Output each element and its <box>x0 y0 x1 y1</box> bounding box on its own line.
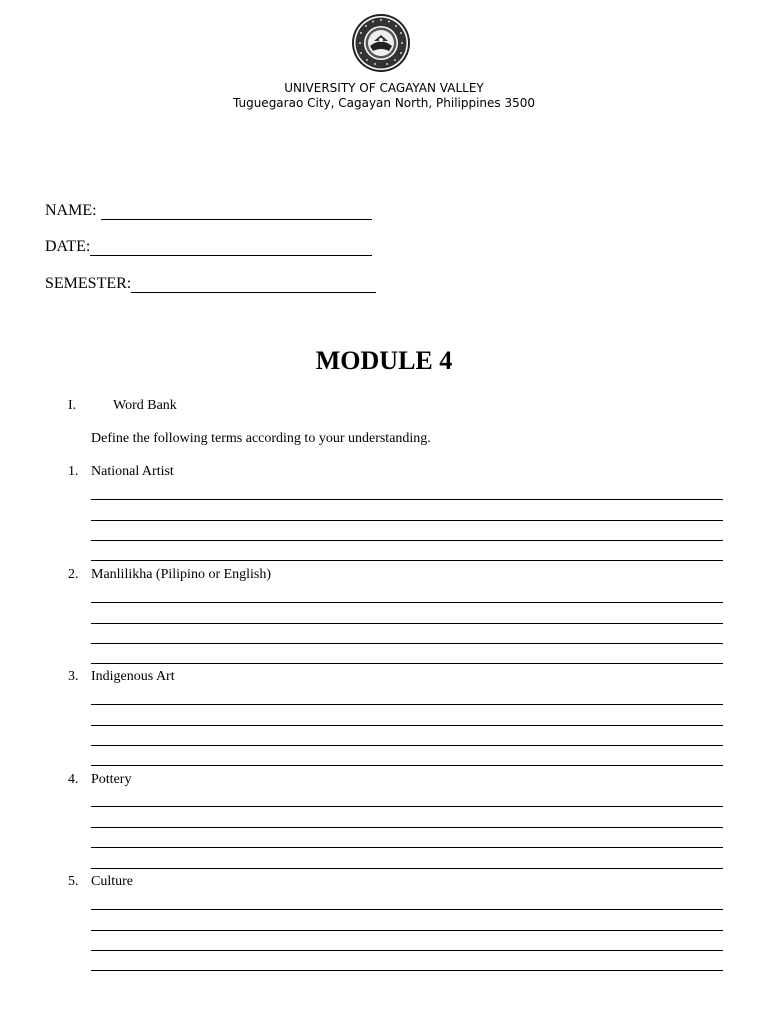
university-address: Tuguegarao City, Cagayan North, Philippines 3500 <box>232 96 536 110</box>
term-label: Culture <box>91 874 133 889</box>
answer-line[interactable] <box>91 602 723 603</box>
name-blank[interactable] <box>101 204 372 220</box>
answer-line[interactable] <box>91 520 723 521</box>
university-name: UNIVERSITY OF CAGAYAN VALLEY <box>284 81 484 95</box>
term-number: 3. <box>68 669 79 684</box>
section-numeral: I. <box>68 398 77 413</box>
answer-line[interactable] <box>91 499 723 500</box>
semester-label: SEMESTER: <box>45 275 132 292</box>
answer-line[interactable] <box>91 540 723 541</box>
answer-line[interactable] <box>91 725 723 726</box>
university-seal-icon <box>351 13 411 73</box>
term-item-pottery <box>0 772 768 872</box>
answer-line[interactable] <box>91 930 723 931</box>
section-heading: Word Bank <box>113 398 177 413</box>
term-number: 5. <box>68 874 79 889</box>
answer-line[interactable] <box>91 643 723 644</box>
answer-line[interactable] <box>91 950 723 951</box>
answer-line[interactable] <box>91 909 723 910</box>
answer-line[interactable] <box>91 623 723 624</box>
term-number: 1. <box>68 464 79 479</box>
name-label: NAME: <box>45 202 97 219</box>
semester-blank[interactable] <box>131 277 376 293</box>
answer-line[interactable] <box>91 704 723 705</box>
term-item-national-artist <box>0 464 768 564</box>
name-field[interactable] <box>45 202 372 220</box>
answer-line[interactable] <box>91 868 723 869</box>
term-label: Manlilikha (Pilipino or English) <box>91 567 272 582</box>
term-label: Pottery <box>91 772 132 787</box>
term-label: National Artist <box>91 464 174 479</box>
answer-line[interactable] <box>91 560 723 561</box>
answer-line[interactable] <box>91 827 723 828</box>
term-number: 4. <box>68 772 79 787</box>
date-label: DATE: <box>45 238 91 255</box>
module-title: MODULE 4 <box>315 346 453 375</box>
term-label: Indigenous Art <box>91 669 175 684</box>
semester-field[interactable] <box>45 275 376 293</box>
answer-line[interactable] <box>91 765 723 766</box>
answer-line[interactable] <box>91 847 723 848</box>
instructions: Define the following terms according to your understanding. <box>91 431 431 446</box>
term-item-culture <box>0 874 768 974</box>
answer-line[interactable] <box>91 806 723 807</box>
term-item-indigenous-art <box>0 669 768 769</box>
term-number: 2. <box>68 567 79 582</box>
answer-line[interactable] <box>91 970 723 971</box>
answer-line[interactable] <box>91 745 723 746</box>
term-item-manlilikha <box>0 567 768 667</box>
date-field[interactable] <box>45 238 372 256</box>
answer-line[interactable] <box>91 663 723 664</box>
date-blank[interactable] <box>90 240 372 256</box>
